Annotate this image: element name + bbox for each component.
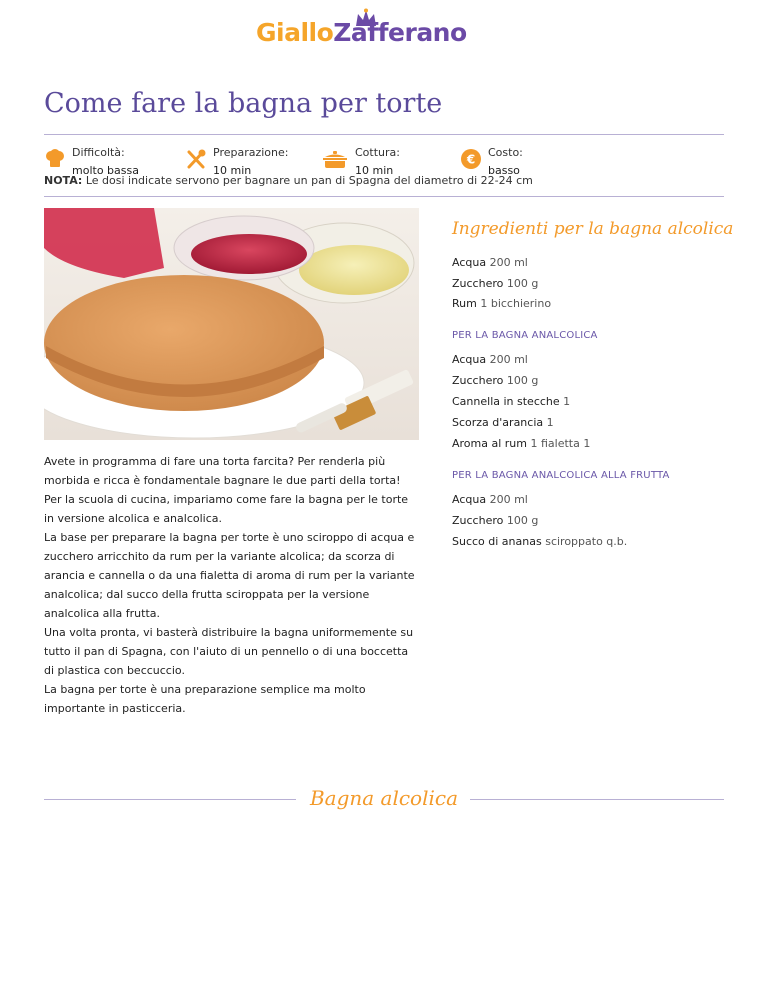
preparation-label: Preparazione: [213,146,289,159]
ingredient-qty: sciroppato q.b. [541,535,628,548]
ingredient-qty: 200 ml [486,256,528,269]
ingredient-item [452,437,590,450]
cost-label: Costo: [488,146,523,159]
utensils-icon [185,148,207,170]
logo-word-giallo: Giallo [256,18,334,47]
ingredient-item [452,395,570,408]
intro-paragraph: La bagna per torte è una preparazione semplice ma molto importante in pasticceria. [44,683,366,715]
ingredient-item [452,353,528,366]
ingredient-qty: 200 ml [486,353,528,366]
ingredient-qty: 1 [543,416,554,429]
ingredient-qty: 100 g [503,374,539,387]
title-divider [44,134,724,135]
ingredient-item [452,535,627,548]
intro-paragraph: Avete in programma di fare una torta farcita? Per renderla più morbida e ricca è fondamentale bagnare le due parti della torta! Per la scuola di cucina, impariamo come fare la bagna per le torte in versione alcolica e analcolica. [44,455,409,525]
sponge-cake-image [44,208,419,440]
difficulty-value: molto bassa [72,164,139,177]
ingredient-qty: 1 [559,395,571,408]
ingredient-item [452,297,551,310]
section-heading-analcolica: PER LA BAGNA ANALCOLICA [452,330,598,341]
cooking-value: 10 min [355,164,394,177]
logo-word-zafferano: Zafferano [333,18,467,47]
logo-wordmark [256,18,467,47]
cooking-label: Cottura: [355,146,400,159]
step-divider-right [470,799,724,800]
section-heading-frutta: PER LA BAGNA ANALCOLICA ALLA FRUTTA [452,470,670,481]
svg-text:€: € [466,152,476,167]
pot-icon [322,148,348,170]
difficulty-label: Difficoltà: [72,146,125,159]
ingredient-name[interactable]: Zucchero [452,277,504,290]
note-label: NOTA: [44,174,83,187]
ingredient-name[interactable]: Acqua [452,493,487,506]
page-title: Come fare la bagna per torte [44,88,443,119]
intro-paragraph: La base per preparare la bagna per torte è uno sciroppo di acqua e zucchero arricchito da rum per la variante alcolica; da scorza di arancia e cannella o da una fialetta di aroma di rum per la variante analcolica; dal succo della frutta sciroppata per la versione analcolica alla frutta. [44,531,415,620]
ingredient-qty: 200 ml [486,493,528,506]
ingredient-name[interactable]: Succo di ananas [452,535,542,548]
ingredient-name[interactable]: Zucchero [452,514,504,527]
ingredient-name[interactable]: Zucchero [452,374,504,387]
step-title: Bagna alcolica [309,786,459,810]
ingredient-item [452,493,528,506]
chef-hat-icon [44,148,66,170]
ingredient-qty: 1 bicchierino [476,297,552,310]
euro-icon [460,148,482,170]
giallozafferano-logo[interactable] [256,8,512,52]
ingredient-item [452,374,538,387]
ingredient-name[interactable]: Acqua [452,256,487,269]
note-text: Le dosi indicate servono per bagnare un pan di Spagna del diametro di 22-24 cm [82,174,533,187]
ingredient-name[interactable]: Cannella in stecche [452,395,560,408]
ingredient-item [452,277,538,290]
ingredients-title: Ingredienti per la bagna alcolica [452,219,734,239]
ingredient-qty: 100 g [503,277,539,290]
preparation-value: 10 min [213,164,252,177]
ingredient-item [452,514,538,527]
ingredient-name[interactable]: Acqua [452,353,487,366]
note [44,174,533,187]
recipe-photo [44,208,419,440]
ingredient-item [452,416,554,429]
recipe-intro [44,452,419,718]
ingredient-qty: 100 g [503,514,539,527]
ingredient-name[interactable]: Rum [452,297,477,310]
ingredient-name[interactable]: Aroma al rum [452,437,527,450]
ingredient-qty: 1 fialetta 1 [527,437,591,450]
ingredient-item [452,256,528,269]
ingredient-name[interactable]: Scorza d'arancia [452,416,544,429]
cost-value: basso [488,164,520,177]
meta-divider [44,196,724,197]
intro-paragraph: Una volta pronta, vi basterà distribuire la bagna uniformemente su tutto il pan di Spagna, con l'aiuto di un pennello o di una boccetta di plastica con beccuccio. [44,626,414,677]
